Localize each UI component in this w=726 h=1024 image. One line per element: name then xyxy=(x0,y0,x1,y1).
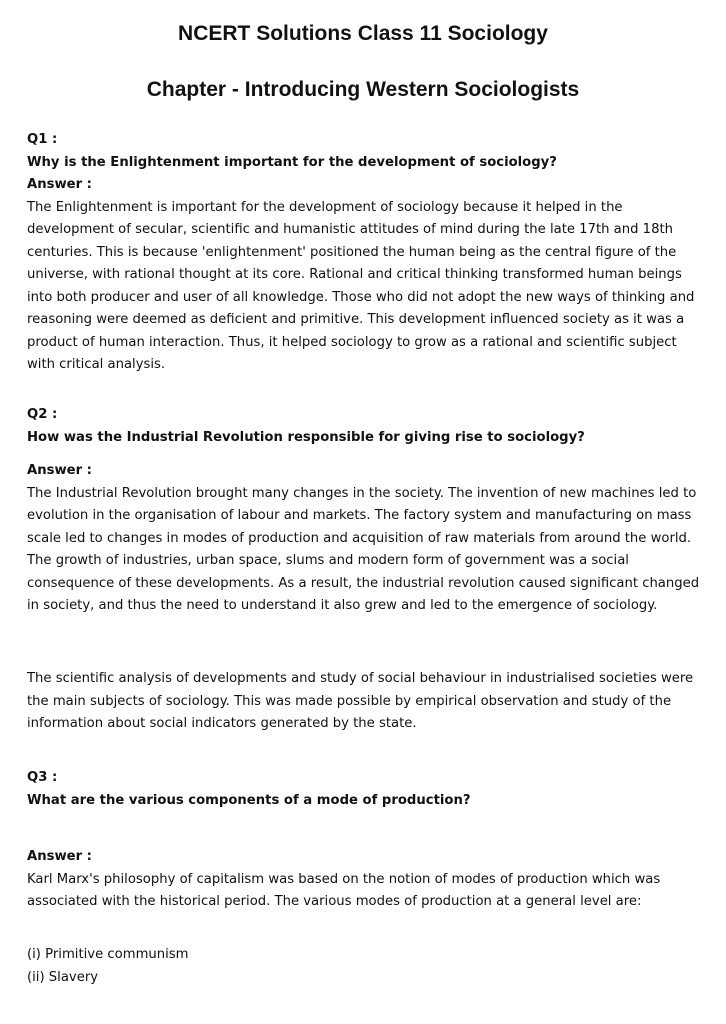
answer-paragraph-1: The Industrial Revolution brought many changes in the society. The invention of new machines led to evolution in the organisation of labour and markets. The factory system and manufacturing on mass scale led to changes in modes of production and acquisition of raw materials from around the world. The growth of industries, urban space, slums and modern form of government was a social consequence of these developments. As a result, the industrial revolution caused significant changed in society, and thus the need to understand it also grew and led to the emergence of sociology. xyxy=(27,485,700,613)
question-text: Why is the Enlightenment important for the development of sociology? xyxy=(27,154,557,170)
question-label: Q1 : xyxy=(27,132,58,147)
question-label: Q2 : xyxy=(27,407,58,422)
answer-label: Answer : xyxy=(27,849,92,864)
question-text: What are the various components of a mode of production? xyxy=(27,792,471,808)
chapter-title: Chapter - Introducing Western Sociologists xyxy=(146,78,580,101)
question-label: Q3 : xyxy=(27,770,58,785)
answer-list xyxy=(27,944,702,989)
answer-block-2 xyxy=(27,460,702,618)
question-block-1 xyxy=(27,129,702,377)
answer-text: The Enlightenment is important for the development of sociology because it helped in the development of secular, scientific and humanistic attitudes of mind during the late 17th and 18th centuries. This is because 'enlightenment' positioned the human being as the central figure of the universe, with rational thought at its core. Rational and critical thinking transformed human beings into both producer and user of all knowledge. Those who did not adopt the new ways of thinking and reasoning were deemed as deficient and primitive. This development influenced society as it was a product of human interaction. Thus, it helped sociology to grow as a rational and scientific subject with critical analysis. xyxy=(27,199,695,372)
answer-label: Answer : xyxy=(27,177,92,192)
question-text: How was the Industrial Revolution responsible for giving rise to sociology? xyxy=(27,429,585,445)
question-block-2 xyxy=(27,404,702,449)
answer-paragraph-2: The scientific analysis of developments and study of social behaviour in industrialised societies were the main subjects of sociology. This was made possible by empirical observation and study of the information about social indicators generated by the state. xyxy=(27,671,694,731)
answer-block-3 xyxy=(27,846,702,914)
list-item: (ii) Slavery xyxy=(27,969,99,985)
document-title: NCERT Solutions Class 11 Sociology xyxy=(178,22,548,45)
list-item: (i) Primitive communism xyxy=(27,947,189,962)
answer-block-2b xyxy=(27,668,702,736)
answer-text: Karl Marx's philosophy of capitalism was based on the notion of modes of production which was associated with the historical period. The various modes of production at a general level are: xyxy=(27,871,661,909)
question-block-3 xyxy=(27,767,702,812)
answer-label: Answer : xyxy=(27,463,92,478)
